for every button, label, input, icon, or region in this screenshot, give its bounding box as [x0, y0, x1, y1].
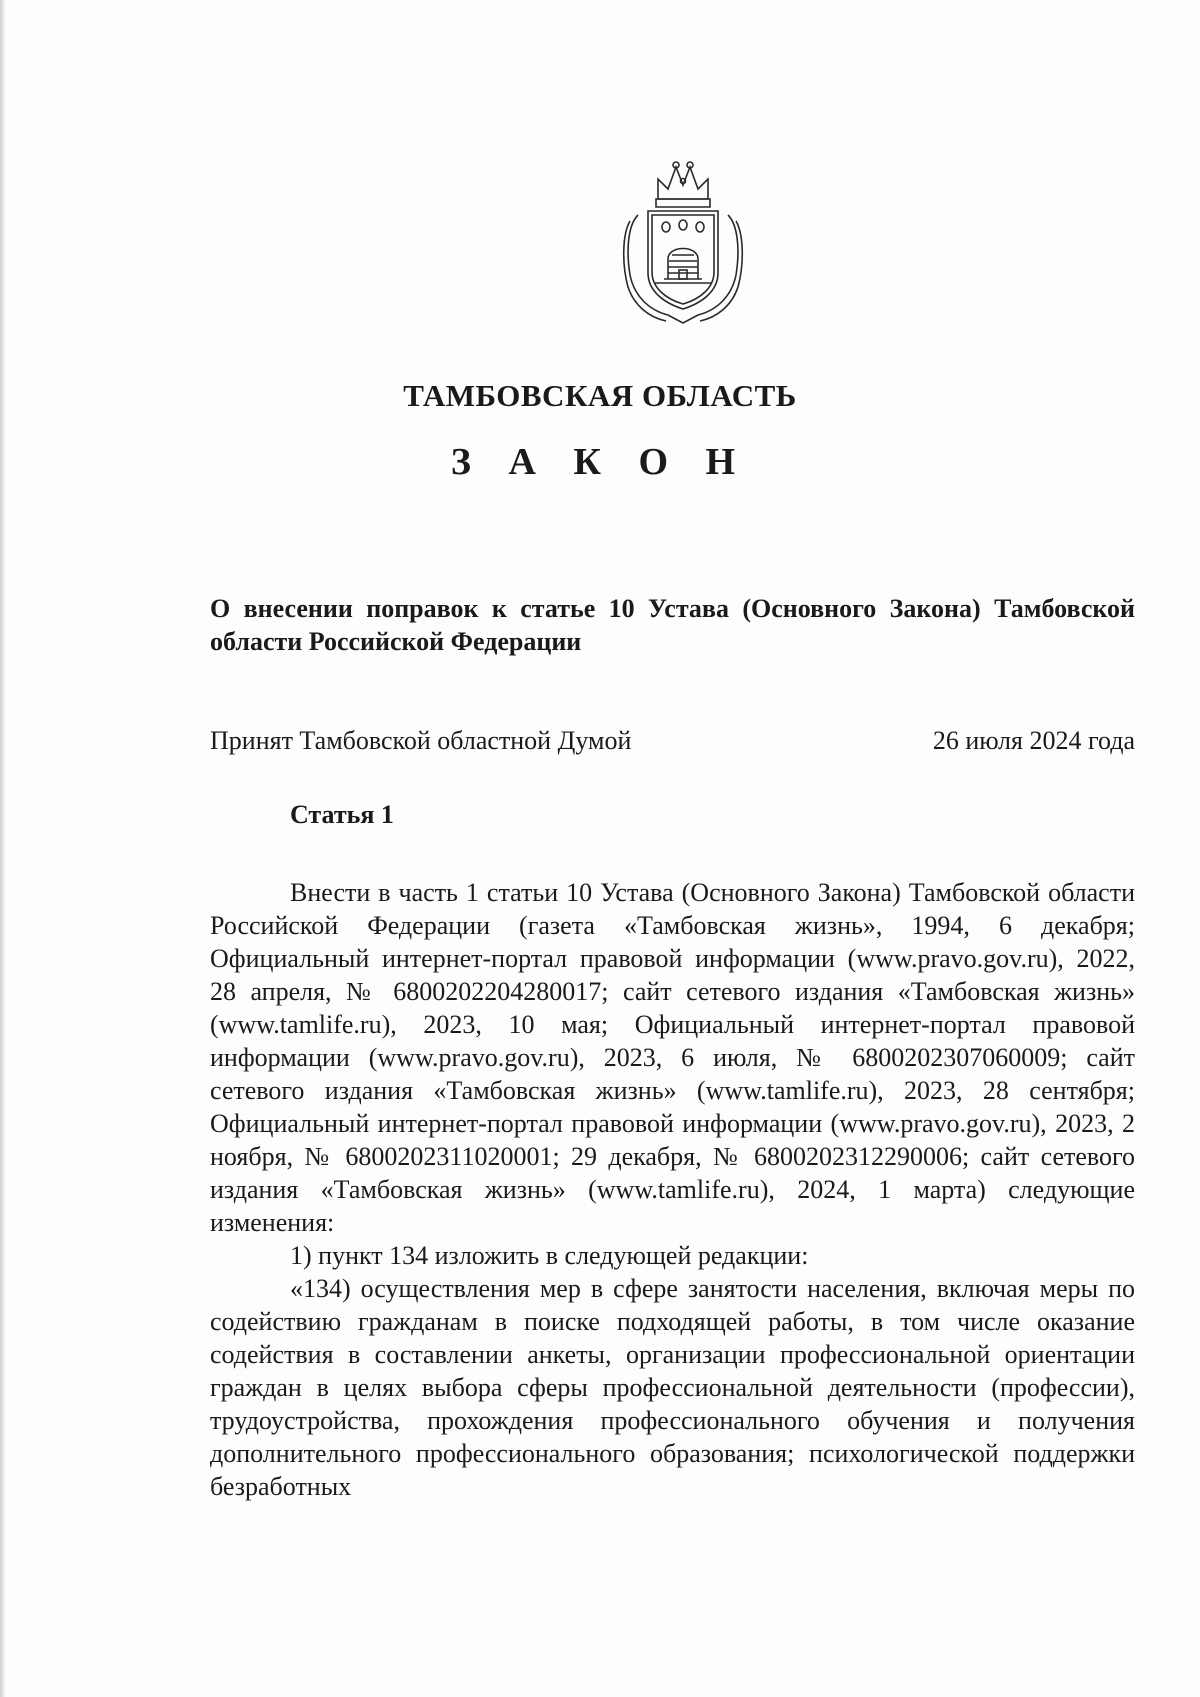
document-type-title: З А К О Н: [450, 441, 750, 483]
article-body: [210, 876, 1135, 1503]
article-paragraph: «134) осуществления мер в сфере занятости населения, включая меры по содействию гражданам в поиске подходящей работы, в том числе оказание содействия в составлении анкеты, организации профессиональной ориентации граждан в целях выбора сферы профессиональной деятельности (профессии), трудоустройства, прохождения профессионального обучения и получения дополнительного профессионального образования; психологической поддержки безработных: [210, 1274, 1135, 1501]
scan-edge: [0, 0, 6, 1697]
tambov-coat-of-arms-icon: [618, 155, 748, 327]
law-subject: О внесении поправок к статье 10 Устава (Основного Закона) Тамбовской области Российской Федерации: [210, 594, 1135, 656]
article-paragraph: 1) пункт 134 изложить в следующей редакции:: [290, 1241, 809, 1270]
article-heading: Статья 1: [290, 800, 394, 829]
adopting-body: Принят Тамбовской областной Думой: [210, 726, 632, 755]
article-paragraph: Внести в часть 1 статьи 10 Устава (Основного Закона) Тамбовской области Российской Федерации (газета «Тамбовская жизнь», 1994, 6 декабря; Официальный интернет-портал правовой информации (www.pravo.gov.ru), 2022, 28 апреля, № 6800202204280017; сайт сетевого издания «Тамбовская жизнь» (www.tamlife.ru), 2023, 10 мая; Официальный интернет-портал правовой информации (www.pravo.gov.ru), 2023, 6 июля, № 6800202307060009; сайт сетевого издания «Тамбовская жизнь» (www.tamlife.ru), 2023, 28 сентября; Официальный интернет-портал правовой информации (www.pravo.gov.ru), 2023, 2 ноября, № 6800202311020001; 29 декабря, № 6800202312290006; сайт сетевого издания «Тамбовская жизнь» (www.tamlife.ru), 2024, 1 марта) следующие изменения:: [210, 878, 1135, 1237]
adoption-line: [210, 726, 1135, 756]
region-title: ТАМБОВСКАЯ ОБЛАСТЬ: [403, 378, 797, 413]
adoption-date: 26 июля 2024 года: [932, 726, 1135, 755]
